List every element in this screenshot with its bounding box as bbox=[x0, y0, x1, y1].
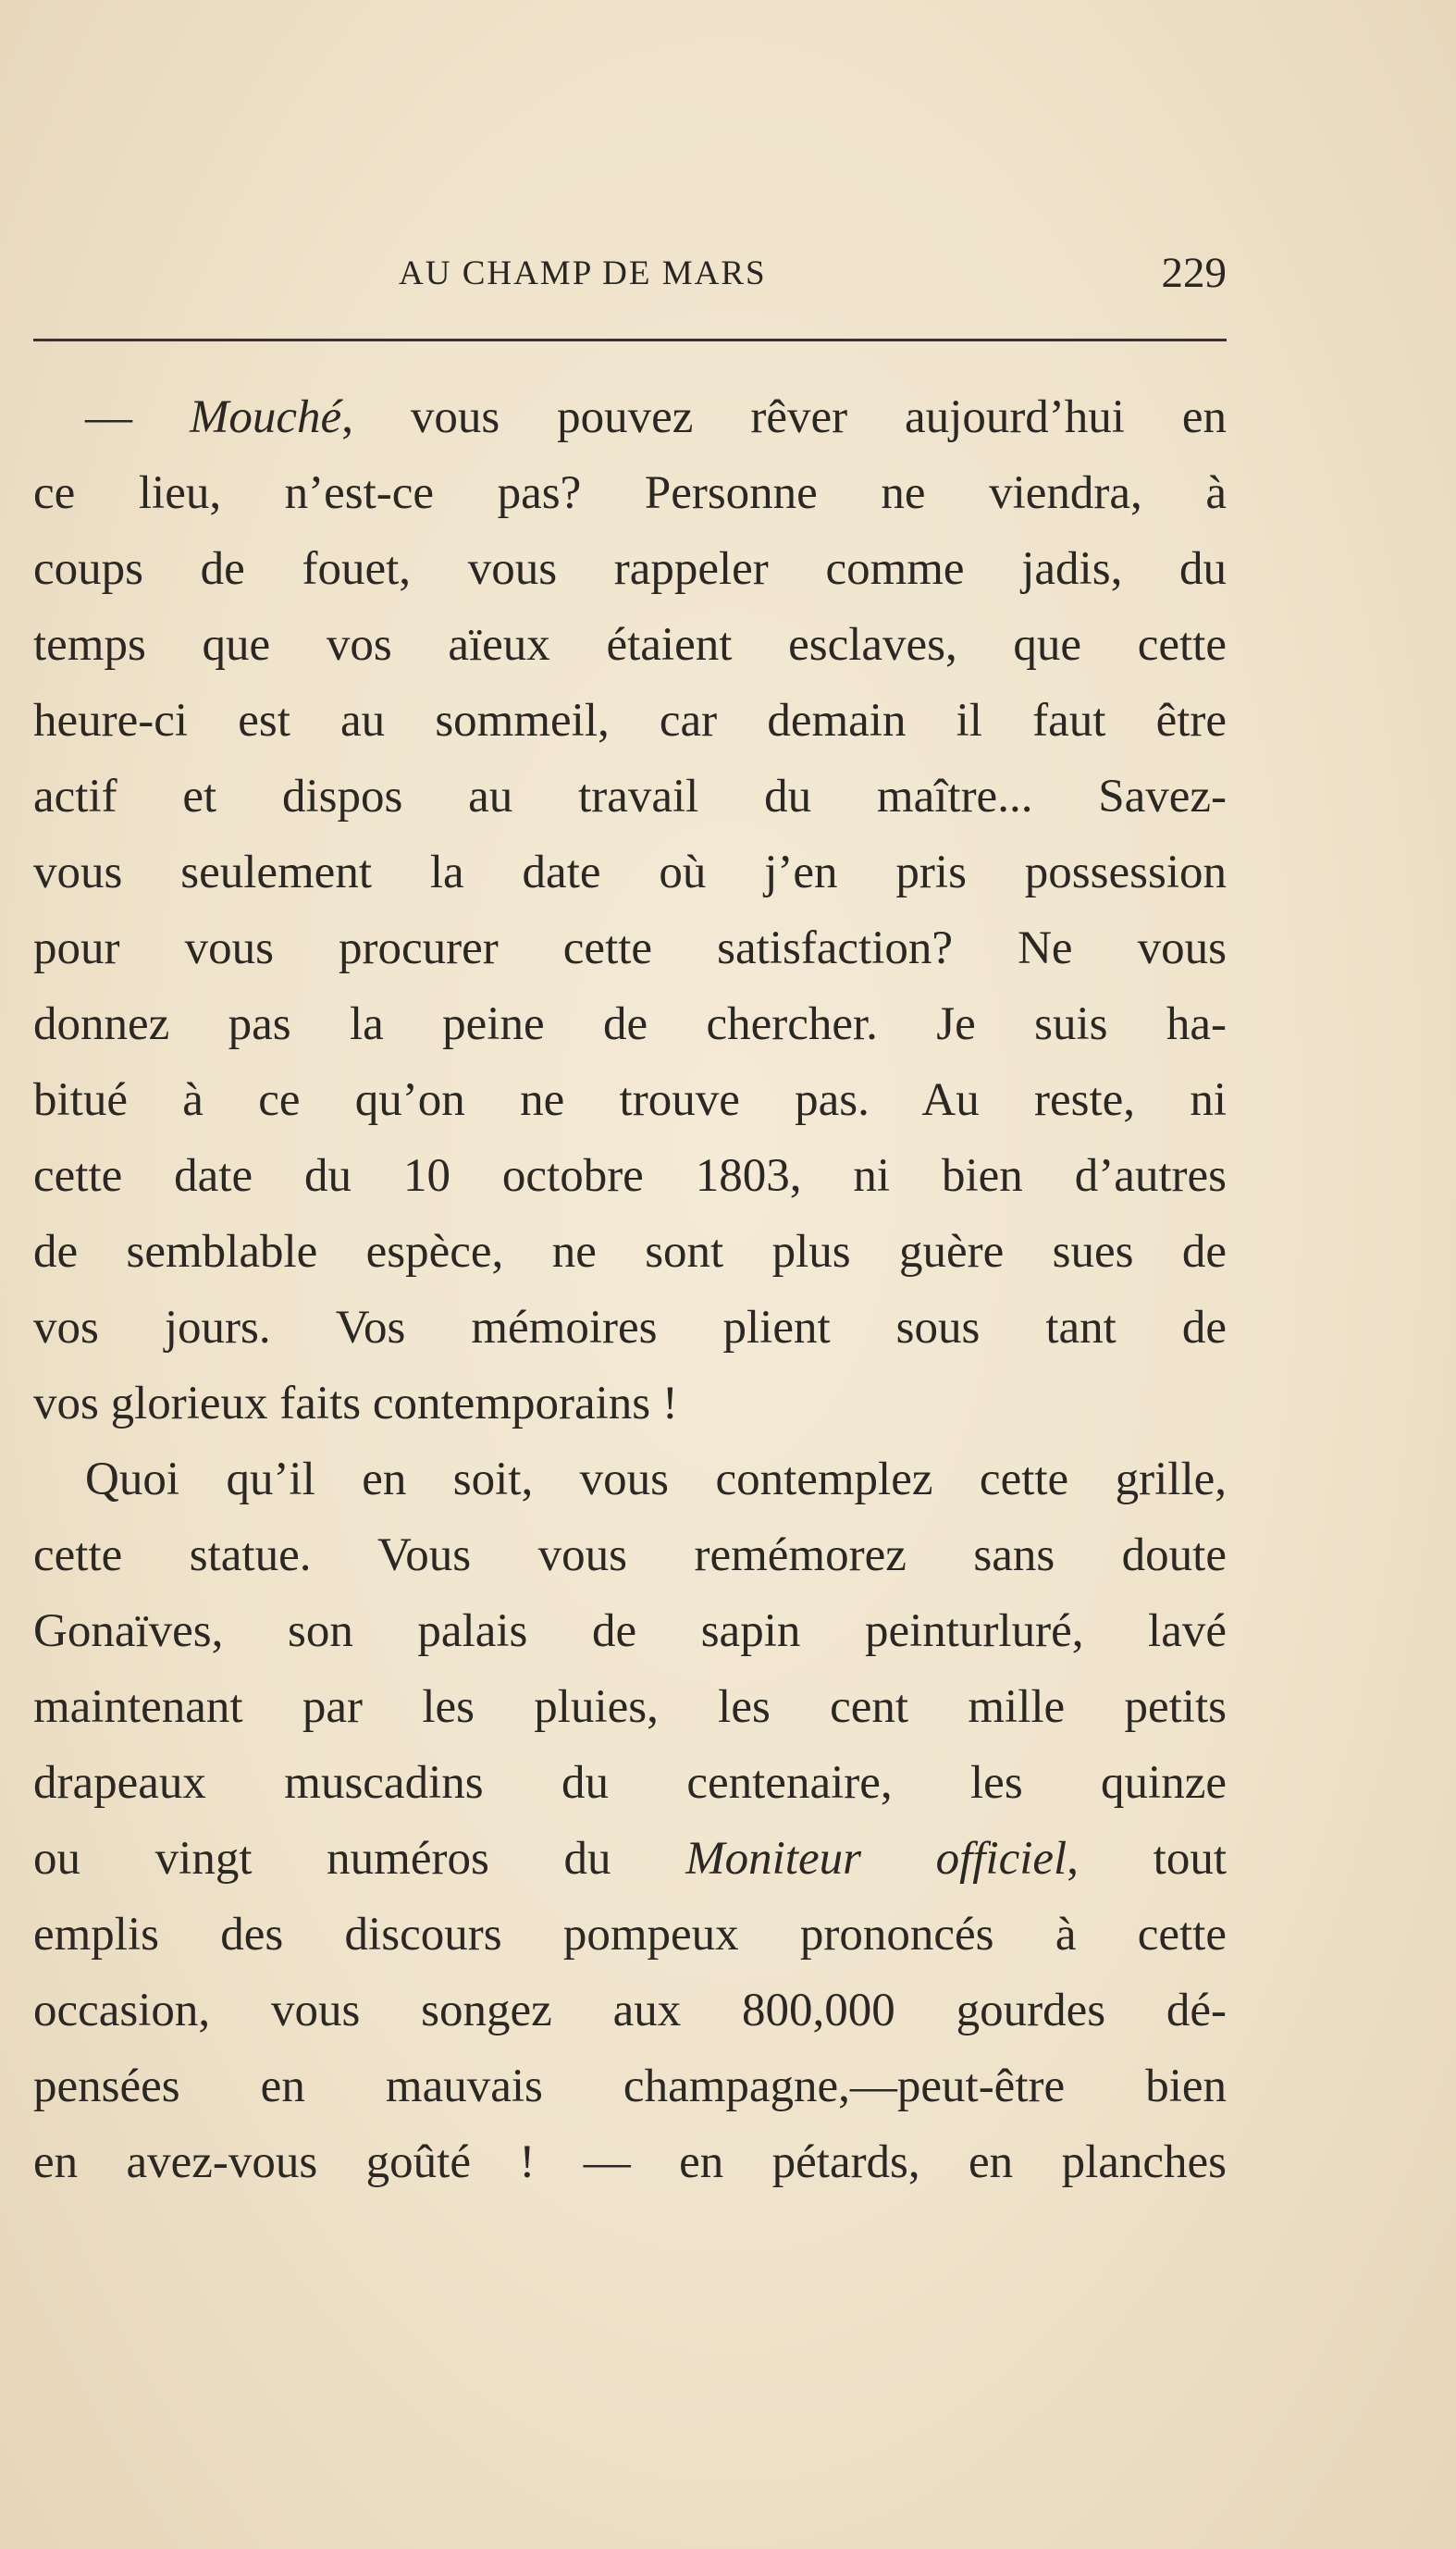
text-line: Quoi qu’il en soit, vous contemplez cette grille, bbox=[85, 1454, 1227, 1505]
text-line: coups de fouet, vous rappeler comme jadis, du bbox=[33, 543, 1227, 595]
text-line: bitué à ce qu’on ne trouve pas. Au reste, ni bbox=[33, 1074, 1227, 1126]
text-line: cette date du 10 octobre 1803, ni bien d’autres bbox=[33, 1150, 1227, 1202]
italic-title: Moniteur officiel bbox=[685, 1833, 1067, 1885]
text-line: en avez-vous goûté ! — en pétards, en planches bbox=[33, 2136, 1227, 2188]
running-title: AU CHAMP DE MARS bbox=[399, 254, 767, 292]
text-line: Gonaïves, son palais de sapin peinturluré, lavé bbox=[33, 1605, 1227, 1657]
text-line bbox=[33, 1821, 1227, 1897]
text-line: drapeaux muscadins du centenaire, les quinze bbox=[33, 1757, 1227, 1809]
text-line: temps que vos aïeux étaient esclaves, que cette bbox=[33, 619, 1227, 671]
text-line: actif et dispos au travail du maître... Savez- bbox=[33, 771, 1227, 823]
italic-name: Mouché bbox=[189, 391, 342, 443]
text-line: donnez pas la peine de chercher. Je suis ha- bbox=[33, 998, 1227, 1050]
page-number: 229 bbox=[1161, 249, 1227, 297]
line-text: — bbox=[85, 391, 190, 443]
text-line: vous seulement la date où j’en pris possession bbox=[33, 847, 1227, 898]
text-line: pour vous procurer cette satisfaction? Ne vous bbox=[33, 922, 1227, 974]
running-head bbox=[33, 248, 1227, 303]
text-line: pensées en mauvais champagne,—peut-être bien bbox=[33, 2060, 1227, 2112]
text-line bbox=[33, 379, 1227, 455]
text-line: ce lieu, n’est-ce pas? Personne ne viendra, à bbox=[33, 467, 1227, 519]
text-line: vos glorieux faits contemporains ! bbox=[33, 1378, 678, 1429]
text-line: heure-ci est au sommeil, car demain il faut être bbox=[33, 695, 1227, 747]
header-rule bbox=[33, 339, 1227, 341]
text-line: vos jours. Vos mémoires plient sous tant de bbox=[33, 1302, 1227, 1354]
line-text: , tout bbox=[1067, 1833, 1227, 1885]
text-line: de semblable espèce, ne sont plus guère sues de bbox=[33, 1226, 1227, 1278]
text-line: maintenant par les pluies, les cent mille petits bbox=[33, 1681, 1227, 1733]
line-text: ou vingt numéros du bbox=[33, 1833, 686, 1885]
text-line: occasion, vous songez aux 800,000 gourdes dé- bbox=[33, 1985, 1227, 2036]
text-line: emplis des discours pompeux prononcés à cette bbox=[33, 1909, 1227, 1961]
text-line: cette statue. Vous vous remémorez sans doute bbox=[33, 1529, 1227, 1581]
line-text: , vous pouvez rêver aujourd’hui en bbox=[341, 391, 1228, 443]
body-text bbox=[33, 379, 1227, 2200]
